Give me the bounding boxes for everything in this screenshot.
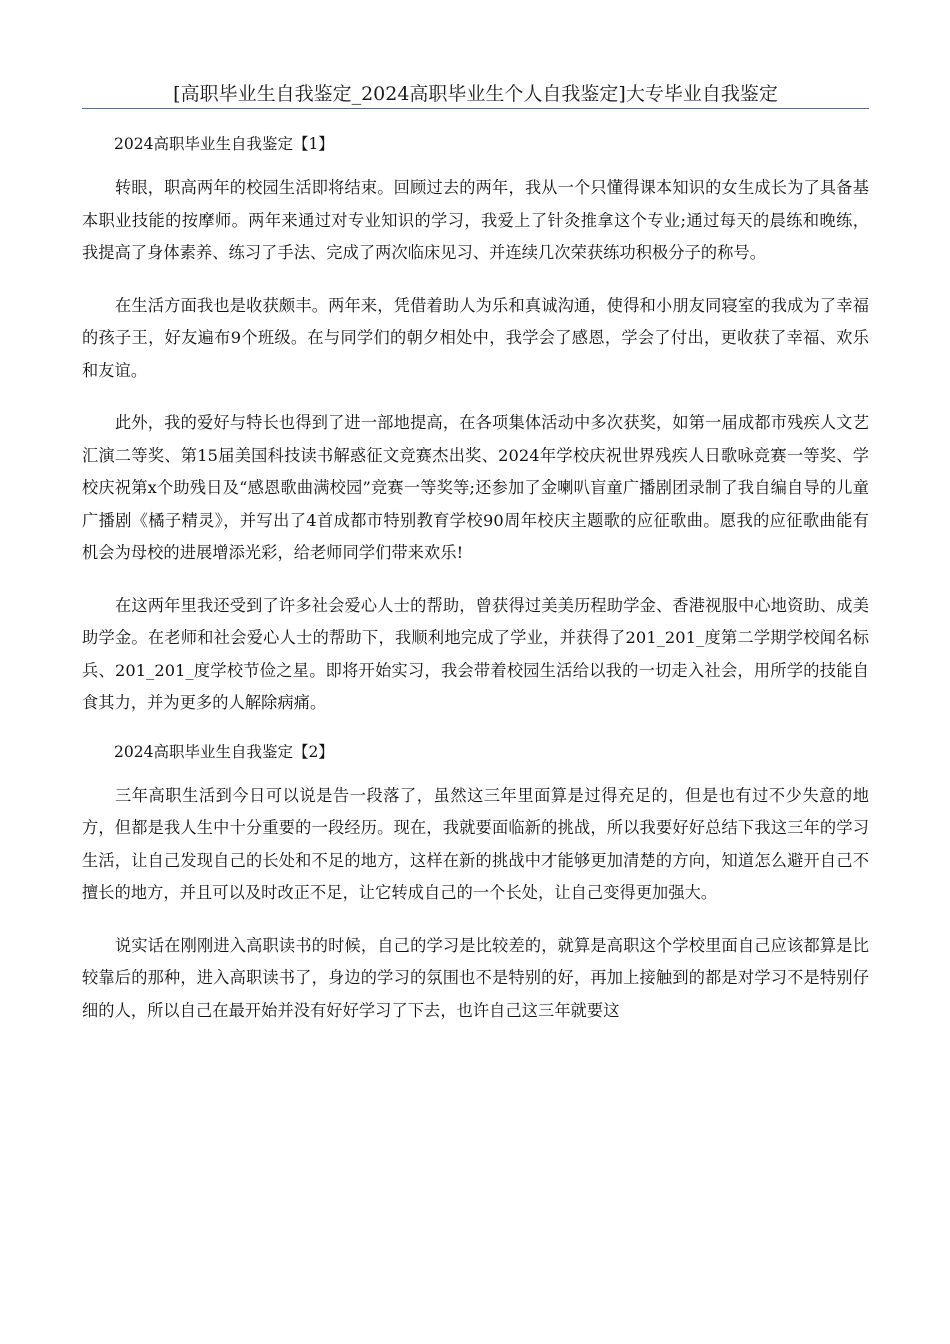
paragraph: 三年高职生活到今日可以说是告一段落了，虽然这三年里面算是过得充足的，但是也有过不少失意的地方，但都是我人生中十分重要的一段经历。现在，我就要面临新的挑战，所以我要好好总结下我这三年的学习生活，让自己发现自己的长处和不足的地方，这样在新的挑战中才能够更加清楚的方向，知道怎么避开自己不擅长的地方，并且可以及时改正不足，让它转成自己的一个长处，让自己变得更加强大。 xyxy=(82,785,869,902)
section-title: 2024高职毕业生自我鉴定【1】 xyxy=(114,135,334,153)
paragraph: 转眼，职高两年的校园生活即将结束。回顾过去的两年，我从一个只懂得课本知识的女生成长为了具备基本职业技能的按摩师。两年来通过对专业知识的学习，我爱上了针灸推拿这个专业;通过每天的晨练和晚练，我提高了身体素养、练习了手法、完成了两次临床见习、并连续几次荣获练功积极分子的称号。 xyxy=(82,178,869,262)
section-title: 2024高职毕业生自我鉴定【2】 xyxy=(114,742,334,761)
paragraph: 在生活方面我也是收获颇丰。两年来，凭借着助人为乐和真诚沟通，使得和小朋友同寝室的我成为了幸福的孩子王，好友遍布9个班级。在与同学们的朝夕相处中，我学会了感恩，学会了付出，更收获了幸福、欢乐和友谊。 xyxy=(82,295,869,380)
paragraph: 说实话在刚刚进入高职读书的时候，自己的学习是比较差的，就算是高职这个学校里面自己应该都算是比较靠后的那种，进入高职读书了，身边的学习的氛围也不是特别的好，再加上接触到的都是对学习不是特别仔细的人，所以自己在最开始并没有好好学习了下去，也许自己这三年就要这 xyxy=(82,935,869,1020)
document-body xyxy=(82,120,869,1047)
paragraph: 在这两年里我还受到了许多社会爱心人士的帮助，曾获得过美美历程助学金、香港视服中心地资助、成美助学金。在老师和社会爱心人士的帮助下，我顺利地完成了学业，并获得了201_201_度第二学期学校闻名标兵、201_201_度学校节俭之星。即将开始实习，我会带着校园生活给以我的一切走入社会，用所学的技能自食其力，并为更多的人解除病痛。 xyxy=(82,595,869,712)
paragraph: 此外，我的爱好与特长也得到了进一部地提高，在各项集体活动中多次获奖，如第一届成都市残疾人文艺汇演二等奖、第15届美国科技读书解惑征文竞赛杰出奖、2024年学校庆祝世界残疾人日歌咏竞赛一等奖、学校庆祝第x个助残日及“感恩歌曲满校园”竞赛一等奖等;还参加了金喇叭盲童广播剧团录制了我自编自导的儿童广播剧《橘子精灵》，并写出了4首成都市特别教育学校90周年校庆主题歌的应征歌曲。愿我的应征歌曲能有机会为母校的进展增添光彩，给老师同学们带来欢乐! xyxy=(82,413,869,562)
document-header-title: [高职毕业生自我鉴定_2024高职毕业生个人自我鉴定]大专毕业自我鉴定 xyxy=(173,83,778,105)
header-divider xyxy=(82,108,869,109)
